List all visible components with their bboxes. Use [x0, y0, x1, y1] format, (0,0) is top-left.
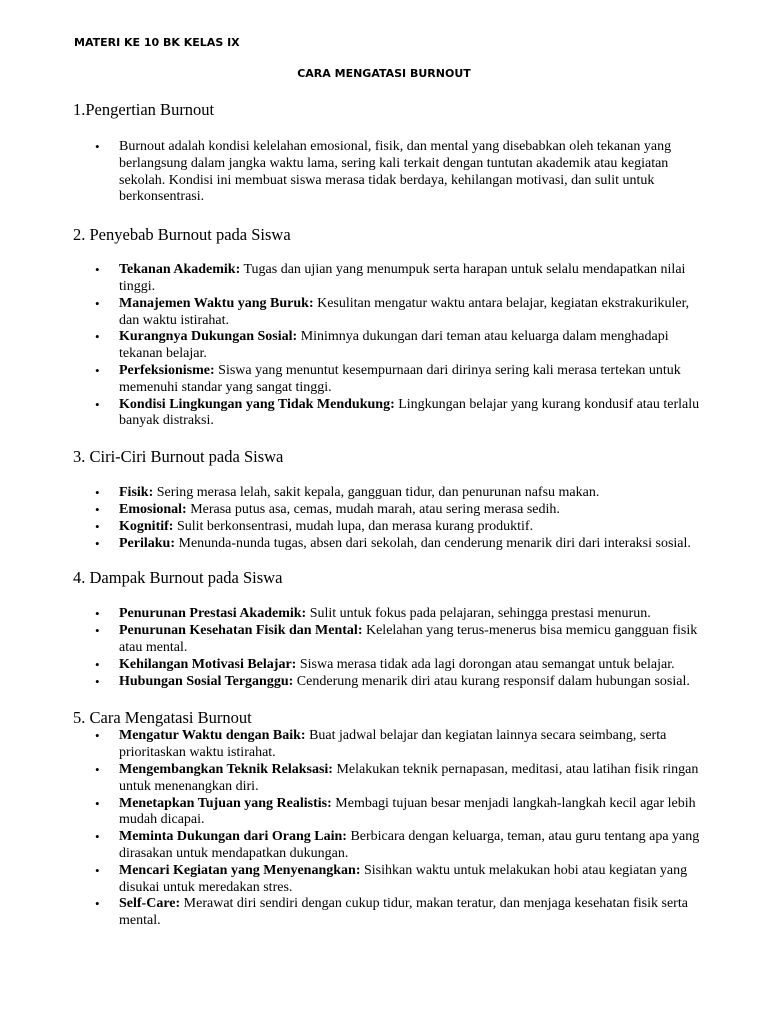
bullet-icon: • [95, 656, 100, 672]
bullet-icon: • [95, 829, 100, 845]
list-item [73, 728, 703, 762]
bullet-icon: • [95, 329, 100, 345]
list-item [73, 519, 703, 536]
bullet-icon: • [95, 535, 100, 551]
item-term: Mengembangkan Teknik Relaksasi: [119, 761, 333, 777]
bullet-icon: • [95, 262, 100, 278]
item-text: Melakukan teknik pernapasan, meditasi, atau latihan fisik ringan untuk menenangkan diri. [119, 761, 699, 794]
list-item [73, 657, 703, 674]
item-term: Meminta Dukungan dari Orang Lain: [119, 829, 347, 845]
item-term: Tekanan Akademik: [119, 262, 241, 278]
item-term: Self-Care: [119, 896, 181, 912]
item-term: Mengatur Waktu dengan Baik: [119, 728, 306, 744]
list-item [73, 896, 703, 930]
item-text: Buat jadwal belajar dan kegiatan lainnya secara seimbang, serta prioritaskan waktu istirahat. [119, 728, 667, 761]
bullet-icon: • [95, 896, 100, 912]
section-heading: 2. Penyebab Burnout pada Siswa [73, 225, 291, 245]
item-term: Penurunan Kesehatan Fisik dan Mental: [119, 623, 363, 639]
item-text: Lingkungan belajar yang kurang kondusif atau terlalu banyak distraksi. [119, 396, 700, 429]
section-heading: 3. Ciri-Ciri Burnout pada Siswa [73, 447, 284, 467]
item-term: Penurunan Prestasi Akademik: [119, 606, 307, 622]
list-item [73, 829, 703, 863]
item-text: Sisihkan waktu untuk melakukan hobi atau kegiatan yang disukai untuk meredakan stres. [119, 862, 688, 895]
item-term: Kehilangan Motivasi Belajar: [119, 656, 297, 672]
section-2 [73, 225, 703, 430]
list-item [73, 863, 703, 897]
list-item [73, 329, 703, 363]
list-item [73, 606, 703, 623]
bullet-icon: • [95, 728, 100, 744]
document-title: CARA MENGATASI BURNOUT [297, 67, 471, 80]
item-text: Siswa merasa tidak ada lagi dorongan atau semangat untuk belajar. [296, 656, 675, 672]
item-text: Kesulitan mengatur waktu antara belajar, kegiatan ekstrakurikuler, dan waktu istirahat. [119, 295, 690, 328]
item-term: Emosional: [119, 501, 187, 517]
item-text: Sulit untuk fokus pada pelajaran, sehingga prestasi menurun. [306, 606, 651, 622]
section-heading: 5. Cara Mengatasi Burnout [73, 708, 252, 728]
item-term: Kurangnya Dukungan Sosial: [119, 329, 298, 345]
item-term: Kognitif: [119, 518, 174, 534]
item-term: Kondisi Lingkungan yang Tidak Mendukung: [119, 396, 395, 412]
section-4 [73, 568, 703, 690]
item-text: Menunda-nunda tugas, absen dari sekolah, dan cenderung menarik diri dari interaksi sosial. [175, 535, 691, 551]
item-text: Sulit berkonsentrasi, mudah lupa, dan merasa kurang produktif. [173, 518, 534, 534]
bullet-icon: • [95, 139, 100, 154]
item-text: Berbicara dengan keluarga, teman, atau guru tentang apa yang dirasakan untuk mendapatkan dukungan. [119, 829, 700, 861]
bullet-icon: • [95, 396, 100, 412]
document-body [73, 100, 703, 930]
bullet-icon: • [95, 761, 100, 777]
bullet-list [73, 139, 703, 206]
item-term: Menetapkan Tujuan yang Realistis: [119, 795, 332, 811]
list-item [73, 262, 703, 296]
item-text: Siswa yang menuntut kesempurnaan dari dirinya sering kali merasa tertekan untuk memenuhi standar yang sangat tinggi. [119, 362, 681, 395]
item-text: Merawat diri sendiri dengan cukup tidur, makan teratur, dan menjaga kesehatan fisik serta mental. [119, 896, 688, 929]
list-item [73, 485, 703, 502]
list-item [73, 139, 703, 206]
bullet-icon: • [95, 623, 100, 639]
bullet-icon: • [95, 862, 100, 878]
bullet-list [73, 728, 703, 930]
item-text: Merasa putus asa, cemas, mudah marah, atau sering merasa sedih. [186, 501, 560, 517]
bullet-list [73, 262, 703, 430]
bullet-icon: • [95, 673, 100, 689]
bullet-icon: • [95, 518, 100, 534]
bullet-icon: • [95, 795, 100, 811]
section-1 [73, 100, 703, 206]
header-label: MATERI KE 10 BK KELAS IX [74, 36, 240, 49]
list-item [73, 796, 703, 830]
item-text: Membagi tujuan besar menjadi langkah-langkah kecil agar lebih mudah dicapai. [119, 795, 696, 828]
list-item [73, 536, 703, 553]
item-term: Hubungan Sosial Terganggu: [119, 673, 294, 689]
item-term: Perilaku: [119, 535, 175, 551]
list-item [73, 296, 703, 330]
section-3 [73, 447, 703, 552]
item-term: Mencari Kegiatan yang Menyenangkan: [119, 862, 361, 878]
bullet-icon: • [95, 606, 100, 622]
bullet-list [73, 606, 703, 690]
item-text: Kelelahan yang terus-menerus bisa memicu gangguan fisik atau mental. [119, 623, 698, 655]
item-text: Minimnya dukungan dari teman atau keluarga dalam menghadapi tekanan belajar. [119, 329, 669, 362]
section-heading: 4. Dampak Burnout pada Siswa [73, 568, 283, 588]
bullet-icon: • [95, 485, 100, 501]
section-5 [73, 708, 703, 930]
item-text: Burnout adalah kondisi kelelahan emosional, fisik, dan mental yang disebabkan oleh tekanan yang berlangsung dalam jangka waktu lama, sering kali terkait dengan tuntutan akademik atau kegiatan sekolah. Kondisi ini membuat siswa merasa tidak berdaya, kehilangan motivasi, dan sulit untuk berkonsentrasi. [119, 139, 672, 205]
section-heading: 1.Pengertian Burnout [73, 100, 215, 119]
item-term: Manajemen Waktu yang Buruk: [119, 295, 314, 311]
bullet-list [73, 485, 703, 552]
list-item [73, 397, 703, 431]
item-term: Fisik: [119, 485, 154, 501]
list-item [73, 502, 703, 519]
bullet-icon: • [95, 295, 100, 311]
list-item [73, 762, 703, 796]
item-text: Tugas dan ujian yang menumpuk serta harapan untuk selalu mendapatkan nilai tinggi. [119, 262, 686, 294]
bullet-icon: • [95, 362, 100, 378]
bullet-icon: • [95, 501, 100, 517]
list-item [73, 674, 703, 691]
list-item [73, 363, 703, 397]
list-item [73, 623, 703, 657]
item-term: Perfeksionisme: [119, 362, 215, 378]
item-text: Cenderung menarik diri atau kurang responsif dalam hubungan sosial. [293, 673, 690, 689]
item-text: Sering merasa lelah, sakit kepala, gangguan tidur, dan penurunan nafsu makan. [153, 485, 600, 501]
